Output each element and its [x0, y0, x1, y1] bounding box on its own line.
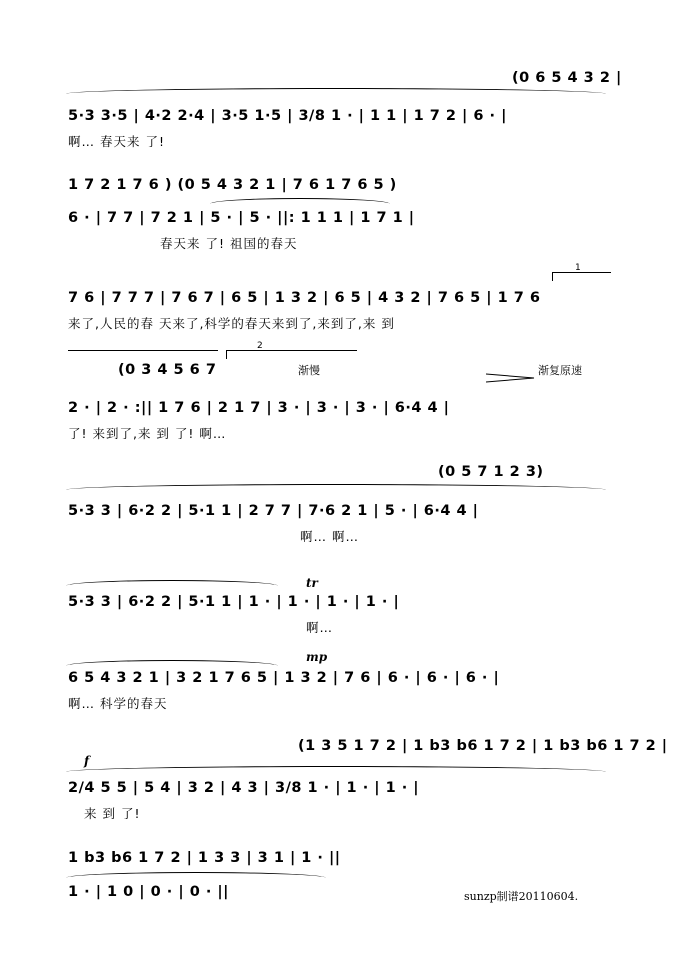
crescendo-wedge: [486, 372, 536, 384]
forte-mark: f: [84, 754, 90, 768]
volta-1: 1: [552, 272, 611, 281]
slur: [66, 580, 278, 587]
slur: [66, 484, 606, 491]
slur: [66, 660, 278, 667]
mp-mark: mp: [306, 650, 328, 664]
slur: [210, 198, 390, 205]
score-sheet: (0 6 5 4 3 2 | 5·3 3·5 | 4·2 2·4 | 3·5 1·5 | 3/8 1 · | 1 1 | 1 7 2 | 6 · | 啊… 春天来 了! 1 7 2 1 7 6 ) (0 5 4 3 2 1 | 7 6 1 7 6 5 ) 6 · | 7 7 | 7 2 1 | 5 · | 5 · ||: 1 1 1 | 1 7 1 | 春天来 了! 祖国的春天 1 7 6 | 7 7 7 | 7 6 7 | 6 5 | 1 3 2 | 6 5 | 4 3 2 | 7 6 5 | 1 7 6 来了,人民的春 天来了,科学的春天来到了,来到了,来 到 2 (0 3 4 5 6 7 渐慢 渐复原速 2 · | 2 · :|| 1 7 6 | 2 1 7 | 3 · | 3 · | 3 · | 6·4 4 | 了! 来到了,来 到 了! 啊… (0 5 7 1 2 3) 5·3 3 | 6·2 2 | 5·1 1 | 2 7 7 | 7·6 2 1 | 5 · | 6·4 4 | 啊… 啊… tr 5·3 3 | 6·2 2 | 5·1 1 | 1 · | 1 · | 1 · | 1 · | 啊… mp 6 5 4 3 2 1 | 3 2 1 7 6 5 | 1 3 2 | 7 6 | 6 · | 6 · | 6 · | 啊… 科学的春天 (1 3 5 1 7 2 | 1 b3 b6 1 7 2 | 1 b3 b6 1 7 2 | f 2/4 5 5 | 5 4 | 3 2 | 4 3 | 3/8 1 · | 1 · | 1 · | 来 到 了! 1 b3 b6 1 7 2 | 1 3 3 | 3 1 | 1 · || 1 · | 1 0 | 0 · | 0 · || sunzp制谱20110604.: [68, 70, 668, 903]
slur: [66, 88, 606, 95]
trill-mark: tr: [306, 576, 318, 590]
a-tempo-mark: 渐复原速: [538, 364, 582, 377]
slur: [66, 872, 326, 879]
volta-1-continued: [68, 350, 218, 359]
volta-2: 2: [226, 350, 357, 359]
arranger-credit: sunzp制谱20110604.: [464, 890, 579, 903]
rit-mark: 渐慢: [298, 364, 320, 377]
slur: [66, 766, 606, 773]
